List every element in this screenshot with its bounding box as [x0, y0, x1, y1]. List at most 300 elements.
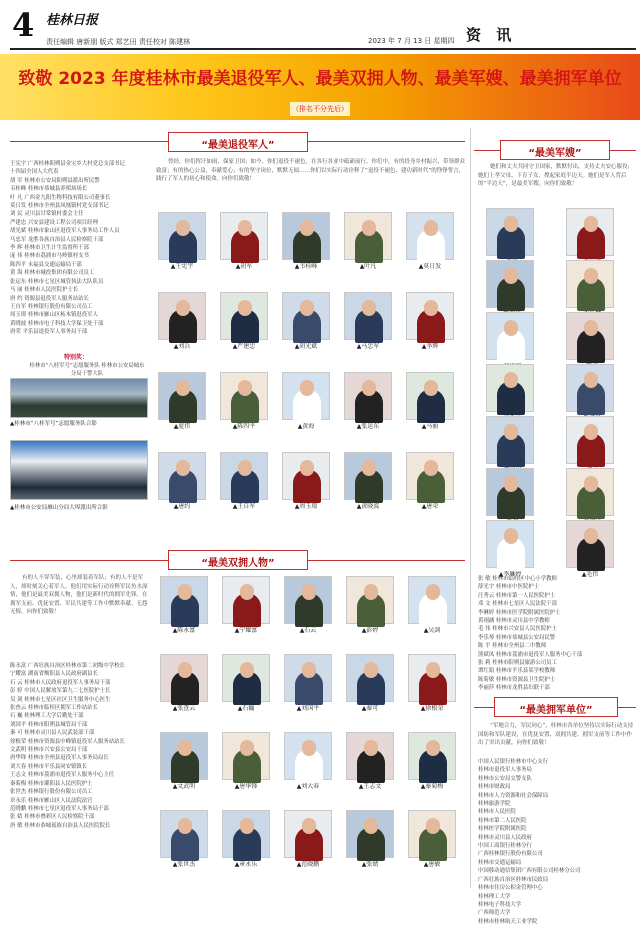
- list-item: 文武明 桂林市兴安县公安局干部: [10, 747, 88, 754]
- person-card: [346, 654, 394, 712]
- person-card: [566, 416, 614, 474]
- person-name: ▲李琳婷: [498, 571, 522, 578]
- person-card: [158, 452, 206, 510]
- person-name: ▲严建忠: [232, 343, 256, 350]
- portrait-face: [176, 220, 190, 236]
- person-name: ▲石云: [299, 627, 317, 634]
- person-name: ▲刘兵: [173, 343, 191, 350]
- person-portrait-icon: [346, 732, 394, 780]
- list-item: 桂林市灵川县人民政府: [478, 834, 532, 841]
- person-card: [486, 260, 534, 318]
- person-portrait-icon: [408, 576, 456, 624]
- person-portrait-icon: [406, 292, 454, 340]
- list-item: 黄晓波 桂林市电子科技大学保卫处干部: [10, 320, 104, 327]
- list-item: 桂林理工大学: [478, 893, 511, 900]
- list-item: 广西桂林银行股份有限公司: [478, 851, 543, 858]
- person-card: [566, 260, 614, 318]
- portrait-face: [424, 380, 438, 396]
- person-portrait-icon: [566, 468, 614, 516]
- list-item: 陈四平 永福县交通运输局干部: [10, 261, 82, 268]
- column-divider: [470, 128, 471, 888]
- person-card: [486, 520, 534, 578]
- person-card: [220, 452, 268, 510]
- shuangyong-intro: 有的人不穿军装，心里却装着军队；有的人不是军人，却时刻关心着军人。他们用实际行动诠释军民鱼水深情，他们是最美双拥人物，他们是新时代的拥军先锋。在拥军支前、优抚安置、军民共建等工作中默默奉献、无怨无悔。向你们致敬！: [10, 575, 148, 615]
- portrait-face: [584, 216, 598, 232]
- portrait-face: [584, 528, 598, 544]
- person-name: ▲秦菊梅: [420, 783, 444, 790]
- list-item: 韦桂峰 桂林市恭城县养殖场场长: [10, 186, 88, 193]
- portrait-face: [426, 740, 440, 756]
- person-portrait-icon: [158, 212, 206, 260]
- list-item: 刘国平 桂林市阳朔县城管局干部: [10, 721, 88, 728]
- person-card: [566, 468, 614, 526]
- list-item: 桂林市财政局: [478, 784, 511, 791]
- list-item: 马 丽 桂林市人民医院护士长: [10, 287, 79, 294]
- person-portrait-icon: [222, 654, 270, 702]
- portrait-face: [364, 740, 378, 756]
- person-portrait-icon: [344, 212, 392, 260]
- portrait-face: [426, 662, 440, 678]
- list-item: 唐华锋 桂林市全州县退役军人事务局局长: [10, 755, 109, 762]
- person-portrait-icon: [406, 452, 454, 500]
- person-card: [408, 732, 456, 790]
- person-card: [220, 212, 268, 270]
- portrait-face: [364, 584, 378, 600]
- list-item: 桂林市人力资源和社会保障局: [478, 792, 549, 799]
- person-portrait-icon: [220, 372, 268, 420]
- person-name: ▲章永乐: [234, 861, 258, 868]
- portrait-face: [300, 220, 314, 236]
- list-item: 章永乐 桂林市雁山区人民法院法官: [10, 797, 93, 804]
- person-name: ▲唐荣: [421, 503, 439, 510]
- portrait-face: [426, 584, 440, 600]
- veterans-intro: 曾经，你们挥汗如雨、保家卫国；如今，你们退役不褪色，在各行各业中砥砺前行。你们中，有的投身乡村振兴，带领群众致富；有的热心公益，奉献爱心；有的坚守岗位，默默无闻……你们以实际行动诠释了“退役不褪色、建功新时代”的铮铮誓言，践行了军人的初心和使命。向你们致敬！: [156, 159, 466, 182]
- list-item: 石 巍 桂林理工大学后勤处干部: [10, 713, 84, 720]
- portrait-face: [240, 584, 254, 600]
- person-portrait-icon: [406, 212, 454, 260]
- list-item: 桂林市人民医院: [478, 809, 516, 816]
- list-item: 毛 伟 桂林市兴安县人民医院护士: [478, 626, 557, 633]
- list-item: 秦 可 桂林市灵川县人民武装部干部: [10, 730, 95, 737]
- list-item: 唐 敏 桂林市恭城瑶族自治县人民医院院长: [10, 822, 111, 829]
- list-item: 汪秀云 桂林市第一人民医院护士: [478, 592, 556, 599]
- list-item: 张 敏 桂林市临桂区中心小学教师: [478, 576, 557, 582]
- person-card: [160, 654, 208, 712]
- person-portrait-icon: [344, 292, 392, 340]
- portrait-face: [424, 460, 438, 476]
- portrait-face: [240, 818, 254, 834]
- portrait-face: [238, 460, 252, 476]
- group1-caption: ▲桂林市“八桂军号”志愿服务队合影: [10, 421, 97, 427]
- portrait-face: [176, 380, 190, 396]
- person-card: [344, 372, 392, 430]
- list-item: 李乐琴 桂林市恭城县公安局民警: [478, 634, 556, 641]
- person-card: [566, 312, 614, 370]
- person-portrait-icon: [158, 452, 206, 500]
- portrait-face: [178, 584, 192, 600]
- group2-caption: ▲桂林市公安局雁山分局大埠派出所合影: [10, 505, 108, 511]
- page-number: 4: [12, 6, 35, 44]
- person-card: [406, 212, 454, 270]
- person-portrait-icon: [408, 654, 456, 702]
- junsao-list: [478, 575, 634, 691]
- person-name: ▲刘国平: [296, 705, 320, 712]
- person-card: [486, 468, 534, 526]
- list-item: 张 婧 桂林市叠彩区人民检察院干部: [10, 814, 95, 821]
- person-card: [282, 292, 330, 350]
- person-portrait-icon: [346, 654, 394, 702]
- person-portrait-icon: [346, 810, 394, 858]
- list-item: 刘 民 灵川县甘棠镇村委会主任: [10, 211, 84, 218]
- list-item: 彭 婷 中国人民解放军第九二七医院护士长: [10, 688, 111, 695]
- shuangyong-list: [10, 662, 152, 888]
- portrait-face: [238, 380, 252, 396]
- portrait-face: [584, 424, 598, 440]
- person-name: ▲陈四平: [232, 423, 256, 430]
- veterans-list: [10, 160, 148, 350]
- list-item: 陈永富 广西壮族自治区桂林市第二初级中学校长: [10, 663, 125, 669]
- portrait-face: [178, 818, 192, 834]
- headline-title: 致敬 2023 年度桂林市最美退役军人、最美双拥人物、最美军嫂、最美拥军单位: [18, 69, 622, 89]
- list-item: 中国工商银行桂林分行: [478, 843, 532, 850]
- person-portrait-icon: [486, 208, 534, 256]
- person-name: ▲张世杰: [172, 861, 196, 868]
- person-name: ▲王志文: [358, 783, 382, 790]
- person-card: [158, 292, 206, 350]
- person-name: ▲唐约: [173, 503, 191, 510]
- person-card: [284, 732, 332, 790]
- portrait-face: [504, 216, 518, 232]
- person-name: ▲徐根荣: [420, 705, 444, 712]
- person-name: ▲张查云: [172, 705, 196, 712]
- person-name: ▲刘大春: [296, 783, 320, 790]
- person-portrait-icon: [160, 654, 208, 702]
- portrait-face: [584, 476, 598, 492]
- person-portrait-icon: [344, 452, 392, 500]
- list-item: 徐根荣 桂林市资源县中峰镇退役军人服务站站长: [10, 738, 125, 745]
- list-item: 陈 平 桂林市全州县二中教师: [478, 643, 547, 650]
- person-portrait-icon: [406, 372, 454, 420]
- special-award-label: 特别奖：: [64, 354, 89, 361]
- person-card: [486, 312, 534, 370]
- portrait-face: [176, 460, 190, 476]
- person-portrait-icon: [220, 292, 268, 340]
- list-item: 王志文 桂林市荔浦市退役军人服务中心主任: [10, 772, 115, 779]
- person-card: [222, 810, 270, 868]
- person-card: [408, 576, 456, 634]
- portrait-face: [178, 740, 192, 756]
- portrait-face: [364, 662, 378, 678]
- person-portrait-icon: [566, 364, 614, 412]
- person-portrait-icon: [160, 810, 208, 858]
- issue-date: 2023 年 7 月 13 日 星期四: [368, 37, 455, 45]
- list-item: 唐 约 资源县退役军人服务站站长: [10, 295, 89, 302]
- person-name: ▲叶凡: [359, 263, 377, 270]
- person-name: ▲王自军: [232, 503, 256, 510]
- portrait-face: [176, 300, 190, 316]
- person-portrait-icon: [284, 576, 332, 624]
- list-item: 谭红娟 桂林市平乐县某学校教师: [478, 668, 556, 675]
- list-item: 桂林市住房公积金管理中心: [478, 885, 543, 892]
- person-name: ▲莫日发: [418, 263, 442, 270]
- list-item: 秦菊梅 桂林市灌阳县人民医院护士: [10, 780, 93, 787]
- editor-credits: 责任编辑 唐新朋 版式 郑艺田 责任校对 陈建林: [46, 38, 191, 46]
- person-name: ▲秦可: [361, 705, 379, 712]
- person-name: ▲彭婷: [361, 627, 379, 634]
- portrait-face: [240, 740, 254, 756]
- person-name: ▲石巍: [237, 705, 255, 712]
- person-card: [222, 654, 270, 712]
- person-card: [486, 364, 534, 422]
- list-item: 中国移动通信集团广西有限公司桂林分公司: [478, 868, 581, 875]
- list-item: 张 莉 桂林市阳朔县旅游公司员工: [478, 660, 557, 667]
- person-portrait-icon: [486, 520, 534, 568]
- header-rule: [10, 48, 636, 50]
- list-item: 莫日发 桂林市全州县凤凰镇村党支部书记: [10, 203, 109, 210]
- list-item: 薛光宇 桂林市中医院护士: [478, 584, 540, 591]
- list-item: 桂林电子科技大学: [478, 901, 522, 908]
- person-card: [160, 732, 208, 790]
- junsao-section-title: “最美军嫂”: [500, 140, 610, 160]
- portrait-face: [362, 380, 376, 396]
- list-item: 刘大春 桂林市平乐县同安镇镇长: [10, 763, 88, 770]
- headline-banner: [0, 54, 640, 120]
- person-portrait-icon: [486, 416, 534, 464]
- portrait-face: [584, 372, 598, 388]
- person-portrait-icon: [282, 292, 330, 340]
- list-item: 桂林市公安局交警支队: [478, 775, 532, 782]
- portrait-face: [302, 740, 316, 756]
- person-portrait-icon: [282, 452, 330, 500]
- person-name: ▲马丽: [421, 423, 439, 430]
- person-name: ▲黄晓波: [356, 503, 380, 510]
- person-name: ▲周玉璟: [294, 503, 318, 510]
- person-portrait-icon: [486, 364, 534, 412]
- person-portrait-icon: [284, 654, 332, 702]
- list-item: 十四届全国人大代表: [10, 169, 59, 176]
- person-card: [222, 732, 270, 790]
- person-name: ▲王宪宇: [170, 263, 194, 270]
- person-name: ▲宁耀富: [234, 627, 258, 634]
- list-item: 桂林市交通运输局: [478, 859, 522, 866]
- person-portrait-icon: [408, 732, 456, 780]
- person-portrait-icon: [158, 372, 206, 420]
- person-name: ▲马忠军: [356, 343, 380, 350]
- person-card: [566, 364, 614, 422]
- person-name: ▲胡光斌: [294, 343, 318, 350]
- list-item: 张世杰 桂林银行股份有限公司员工: [10, 789, 93, 796]
- person-name: ▲毛伟: [581, 571, 599, 578]
- list-item: 中国人民银行桂林市中心支行: [478, 759, 549, 765]
- list-item: 胡光斌 桂林市象山区退役军人事务局工作人员: [10, 228, 120, 235]
- person-name: ▲黄海: [297, 423, 315, 430]
- portrait-face: [300, 300, 314, 316]
- person-card: [284, 810, 332, 868]
- person-card: [158, 212, 206, 270]
- group-photo-icon: [10, 440, 148, 500]
- list-item: 吴 剑 桂林市七星区社区卫生服务中心医生: [10, 696, 111, 703]
- person-name: ▲唐华锋: [234, 783, 258, 790]
- list-item: 广西师范大学: [478, 910, 511, 917]
- danwei-intro: “军地合力，军民同心”，桂林市各单位坚持以实际行动支持国防和军队建设，在优抚安置、双拥共建、拥军支前等工作中作出了突出贡献。向你们致敬！: [478, 723, 634, 746]
- shuangyong-section-title: “最美双拥人物”: [168, 550, 308, 570]
- person-card: [346, 810, 394, 868]
- portrait-face: [178, 662, 192, 678]
- person-card: [282, 372, 330, 430]
- person-card: [566, 520, 614, 578]
- list-item: 黄 海 桂林市城投集团有限公司员工: [10, 270, 95, 277]
- portrait-face: [362, 220, 376, 236]
- portrait-face: [424, 220, 438, 236]
- person-card: [406, 292, 454, 350]
- list-item: 桂林市桂林航天工业学院: [478, 918, 538, 925]
- list-item: 陈菊敏 桂林市资源县卫生院护士: [478, 676, 556, 683]
- list-item: 张查云 桂林市临桂区拥军工作站站长: [10, 705, 98, 712]
- person-portrait-icon: [566, 260, 614, 308]
- section-name: 资 讯: [466, 26, 517, 44]
- person-card: [284, 654, 332, 712]
- list-item: 邓 文 桂林市七星区人民法院干部: [478, 601, 557, 608]
- person-portrait-icon: [284, 810, 332, 858]
- portrait-face: [504, 476, 518, 492]
- portrait-face: [426, 818, 440, 834]
- portrait-face: [302, 662, 316, 678]
- person-name: ▲张运东: [356, 423, 380, 430]
- person-name: ▲庞伟: [173, 423, 191, 430]
- person-card: [486, 208, 534, 266]
- special-award-text: 桂林市“八桂军号”志愿服务队 桂林市公安局城东分局干警大队: [29, 363, 145, 378]
- person-card: [344, 452, 392, 510]
- person-name: ▲范晓鹏: [296, 861, 320, 868]
- list-item: 唐荣 平乐县退役军人事务局干部: [10, 329, 88, 336]
- person-portrait-icon: [346, 576, 394, 624]
- list-item: 黄翊涵 桂林市灵川县中学教师: [478, 618, 550, 625]
- person-card: [220, 292, 268, 350]
- list-item: 李琳婷 桂林市医学院附属医院护士: [478, 609, 561, 616]
- person-name: ▲李辉: [421, 343, 439, 350]
- person-portrait-icon: [160, 732, 208, 780]
- person-card: [282, 212, 330, 270]
- portrait-face: [302, 584, 316, 600]
- person-portrait-icon: [566, 208, 614, 256]
- person-card: [222, 576, 270, 634]
- portrait-face: [504, 424, 518, 440]
- person-card: [284, 576, 332, 634]
- person-card: [158, 372, 206, 430]
- person-portrait-icon: [158, 292, 206, 340]
- veterans-section-title: “最美退役军人”: [168, 132, 308, 152]
- person-card: [160, 576, 208, 634]
- person-portrait-icon: [282, 372, 330, 420]
- list-item: 王自军 桂林银行股份有限公司员工: [10, 303, 93, 310]
- person-portrait-icon: [282, 212, 330, 260]
- person-card: [160, 810, 208, 868]
- group-photo-icon: [10, 378, 148, 418]
- paper-name: 桂林日报: [46, 13, 99, 28]
- list-item: 桂林市退役军人事务局: [478, 767, 532, 774]
- list-item: 李丽莎 桂林市龙胜县妇联干部: [478, 685, 550, 692]
- person-card: [346, 732, 394, 790]
- person-portrait-icon: [222, 576, 270, 624]
- list-item: 叶 凡 广西金九阳生物科技有限公司董事长: [10, 194, 111, 201]
- danwei-list: [478, 758, 634, 925]
- person-portrait-icon: [566, 520, 614, 568]
- person-portrait-icon: [408, 810, 456, 858]
- person-portrait-icon: [222, 810, 270, 858]
- person-card: [406, 372, 454, 430]
- person-portrait-icon: [486, 260, 534, 308]
- person-portrait-icon: [284, 732, 332, 780]
- portrait-face: [504, 320, 518, 336]
- junsao-intro: 她们和丈夫共同守卫国家，默默付出，支持丈夫安心服役；她们上孝父母、下育子女，撑起家庭半边天。她们是军人背后的“半边天”，是最美军嫂。向你们致敬！: [478, 164, 634, 187]
- portrait-face: [238, 300, 252, 316]
- person-portrait-icon: [566, 416, 614, 464]
- person-card: [566, 208, 614, 266]
- list-item: 宁耀富 湖南省衡阳县人民政府副县长: [10, 671, 98, 678]
- person-name: ▲胡军: [235, 263, 253, 270]
- person-portrait-icon: [486, 468, 534, 516]
- portrait-face: [584, 320, 598, 336]
- list-item: 桂林旅游学院: [478, 801, 511, 808]
- list-item: 马忠军 龙胜各族自治县人民检察院干部: [10, 236, 104, 243]
- list-item: 王宪宇 广西桂林阳朔县金宝乡大村党总支部书记: [10, 161, 125, 167]
- list-item: 李 辉 桂林市卫生计生监督所干部: [10, 245, 89, 252]
- person-card: [220, 372, 268, 430]
- danwei-section-title: “最美拥军单位”: [494, 697, 618, 717]
- person-portrait-icon: [220, 452, 268, 500]
- portrait-face: [362, 300, 376, 316]
- list-item: 桂林医学院附属医院: [478, 826, 527, 833]
- portrait-face: [424, 300, 438, 316]
- person-portrait-icon: [344, 372, 392, 420]
- list-item: 桂林市第二人民医院: [478, 817, 527, 824]
- portrait-face: [504, 528, 518, 544]
- person-name: ▲陈永富: [172, 627, 196, 634]
- list-item: 石 云 桂林市人民政府退役军人事务局干部: [10, 679, 111, 686]
- headline-subtitle: （排名不分先后）: [290, 102, 350, 116]
- portrait-face: [504, 268, 518, 284]
- list-item: 张运东 桂林市七星区城管执法大队队员: [10, 278, 104, 285]
- person-name: ▲文武明: [172, 783, 196, 790]
- person-name: ▲唐敏: [423, 861, 441, 868]
- person-portrait-icon: [486, 312, 534, 360]
- person-name: ▲韦桂峰: [294, 263, 318, 270]
- masthead: [0, 0, 640, 52]
- portrait-face: [584, 268, 598, 284]
- person-card: [282, 452, 330, 510]
- person-portrait-icon: [220, 212, 268, 260]
- portrait-face: [300, 460, 314, 476]
- person-card: [344, 212, 392, 270]
- portrait-face: [302, 818, 316, 834]
- portrait-face: [504, 372, 518, 388]
- list-item: 严建忠 兴安县建设工程公司项目经理: [10, 219, 98, 226]
- list-item: 胡 军 桂林市公安局阳朔县派出所民警: [10, 177, 100, 184]
- portrait-face: [362, 460, 376, 476]
- person-card: [486, 416, 534, 474]
- person-card: [406, 452, 454, 510]
- portrait-face: [364, 818, 378, 834]
- portrait-face: [240, 662, 254, 678]
- portrait-face: [238, 220, 252, 236]
- person-card: [408, 810, 456, 868]
- person-name: ▲张婧: [361, 861, 379, 868]
- person-name: ▲吴剑: [423, 627, 441, 634]
- list-item: 范晓鹏 桂林市七星区退役军人事务局干部: [10, 805, 109, 812]
- list-item: 庞 伟 桂林市荔浦市马岭镇村支书: [10, 253, 89, 260]
- person-card: [408, 654, 456, 712]
- person-card: [346, 576, 394, 634]
